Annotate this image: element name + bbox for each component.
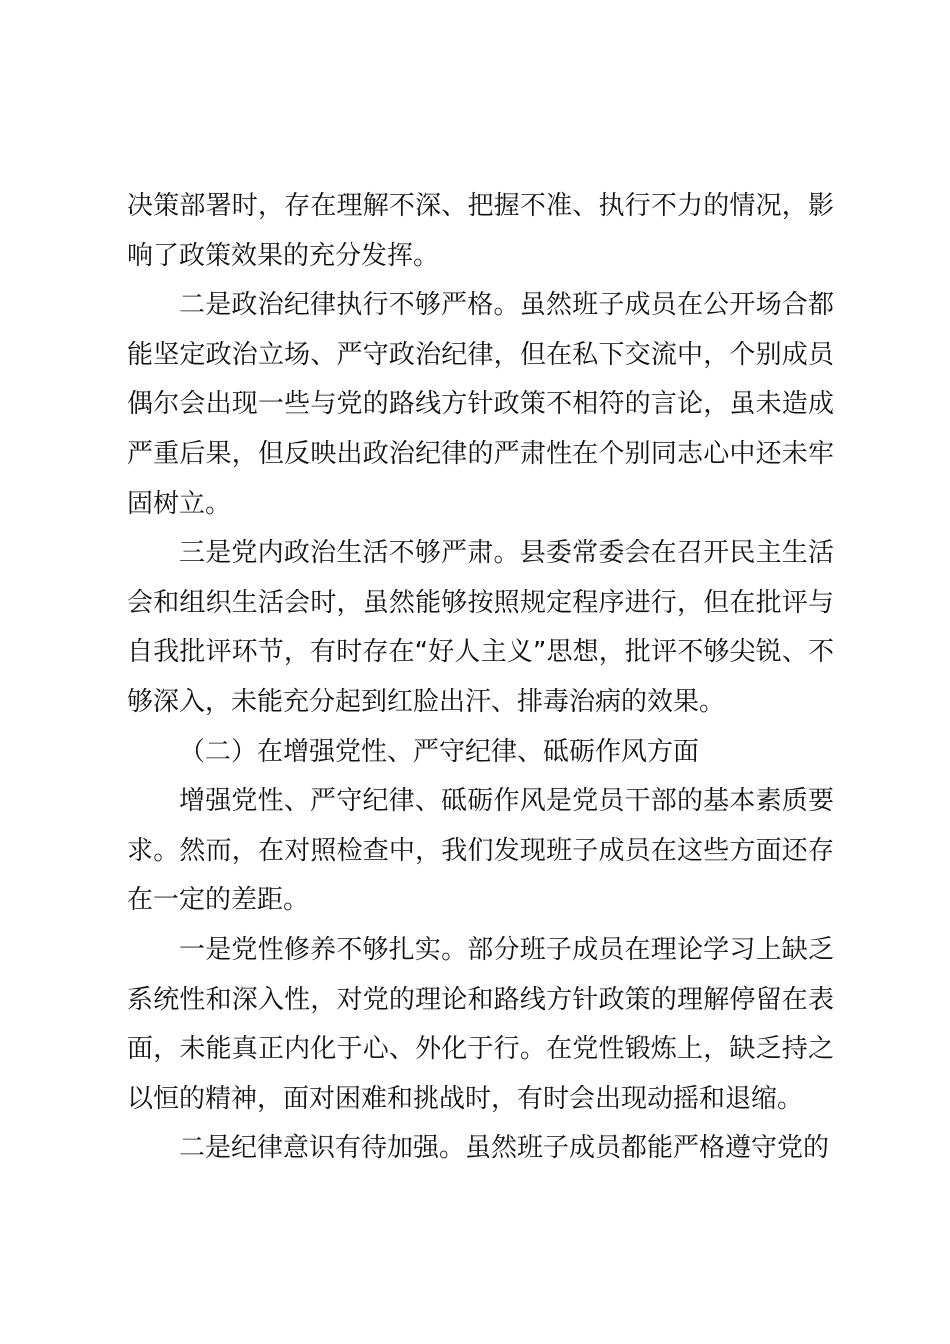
paragraph-continued: 决策部署时，存在理解不深、把握不准、执行不力的情况，影响了政策效果的充分发挥。 — [127, 191, 834, 271]
section-heading-two: （二）在增强党性、严守纪律、砥砺作风方面 — [179, 736, 700, 767]
document-body — [127, 182, 834, 1174]
paragraph-political-discipline: 二是政治纪律执行不够严格。虽然班子成员在公开场合都能坚定政治立场、严守政治纪律，但在私下交流中，个别成员偶尔会出现一些与党的路线方针政策不相符的言论，虽未造成严重后果，但反映出政治纪律的严肃性在个别同志心中还未牢固树立。 — [127, 290, 834, 519]
paragraph-section-intro: 增强党性、严守纪律、砥砺作风是党员干部的基本素质要求。然而，在对照检查中，我们发现班子成员在这些方面还存在一定的差距。 — [127, 786, 834, 916]
paragraph-party-political-life: 三是党内政治生活不够严肃。县委常委会在召开民主生活会和组织生活会时，虽然能够按照规定程序进行，但在批评与自我批评环节，有时存在“好人主义”思想，批评不够尖锐、不够深入，未能充分起到红脸出汗、排毒治病的效果。 — [127, 538, 834, 717]
paragraph-discipline-awareness: 二是纪律意识有待加强。虽然班子成员都能严格遵守党的 — [179, 1133, 830, 1164]
paragraph-party-spirit: 一是党性修养不够扎实。部分班子成员在理论学习上缺乏系统性和深入性，对党的理论和路线方针政策的理解停留在表面，未能真正内化于心、外化于行。在党性锻炼上，缺乏持之以恒的精神，面对困难和挑战时，有时会出现动摇和退缩。 — [127, 934, 834, 1114]
